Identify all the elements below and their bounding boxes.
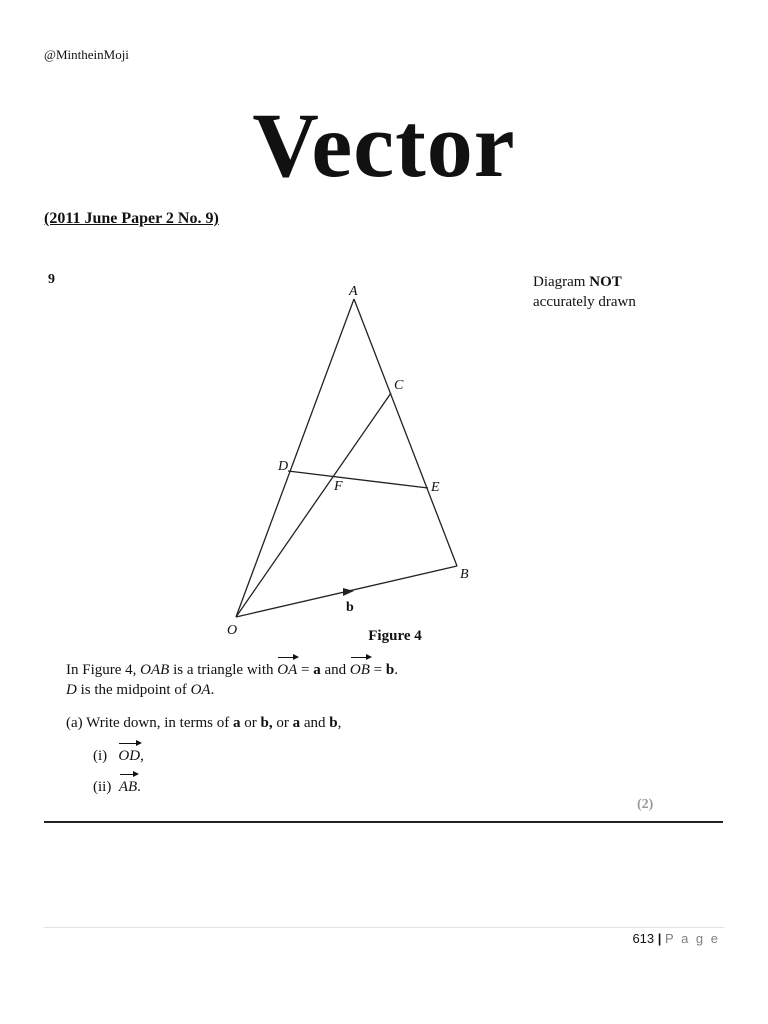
intro-line-2 [66,680,214,700]
line-oc [236,393,391,617]
sub-question-ii [93,777,141,797]
intro-text: is the midpoint of [76,682,191,698]
diagram-note-emphasis: NOT [589,274,622,290]
page-footer [632,931,720,946]
sub-i-label: (i) [93,748,108,764]
label-c: C [394,378,404,393]
part-a-text: Write down, in terms of [82,715,234,731]
label-a: A [349,284,358,299]
diagram-note-prefix: Diagram [533,274,586,290]
segment-oa: OA [190,682,211,698]
vector-b-arrow [343,588,354,596]
vector-b-symbol: b [329,715,338,731]
page-label: P a g e [665,931,720,946]
page-title: Vector [252,94,516,196]
question-source: (2011 June Paper 2 No. 9) [44,210,219,227]
section-divider [44,821,723,823]
sub-ii-label: (ii) [93,779,112,795]
vector-ab: AB [118,779,138,795]
vector-a-symbol: a [233,715,241,731]
vector-a-symbol: a [292,715,301,731]
punctuation: . [137,779,141,795]
part-a-text: or [272,715,293,731]
vector-b-symbol: b, [260,715,273,731]
label-b: B [460,567,469,582]
marks-label: (2) [637,797,654,812]
intro-text: In Figure 4, [66,662,141,678]
vector-oa: OA [277,662,298,678]
diagram-note-rest: accurately drawn [533,294,636,310]
vector-od: OD [118,748,141,764]
vector-ob: OB [349,662,370,678]
author-handle: @MintheinMoji [44,47,129,62]
intro-text: is a triangle with [169,662,278,678]
footer-separator: | [657,931,662,946]
part-a-text: and [300,715,330,731]
intro-line-1 [66,660,398,680]
footer-divider [44,927,724,928]
part-a-text: or [240,715,261,731]
vector-a-symbol: a [313,662,321,678]
vector-b-label: b [346,600,354,615]
line-de [288,471,428,488]
label-f: F [334,479,343,494]
sub-question-i [93,746,144,766]
punctuation: . [210,682,215,698]
label-d: D [278,459,289,474]
question-number: 9 [48,272,55,287]
punctuation: , [337,715,342,731]
figure-caption: Figure 4 [368,628,422,644]
part-a-line [66,713,341,733]
label-e: E [431,480,440,495]
side-ab [354,299,457,566]
punctuation: , [140,748,144,764]
label-o: O [227,623,238,638]
part-a-label: (a) [66,715,83,731]
page-number: 613 [632,931,655,946]
vector-b-symbol: b [385,662,395,678]
side-oa [236,299,354,617]
equals-sign: = [297,662,314,678]
triangle-name: OAB [140,662,170,678]
punctuation: . [394,662,398,678]
intro-text: and [320,662,350,678]
point-d: D [66,682,77,698]
equals-sign: = [369,662,386,678]
